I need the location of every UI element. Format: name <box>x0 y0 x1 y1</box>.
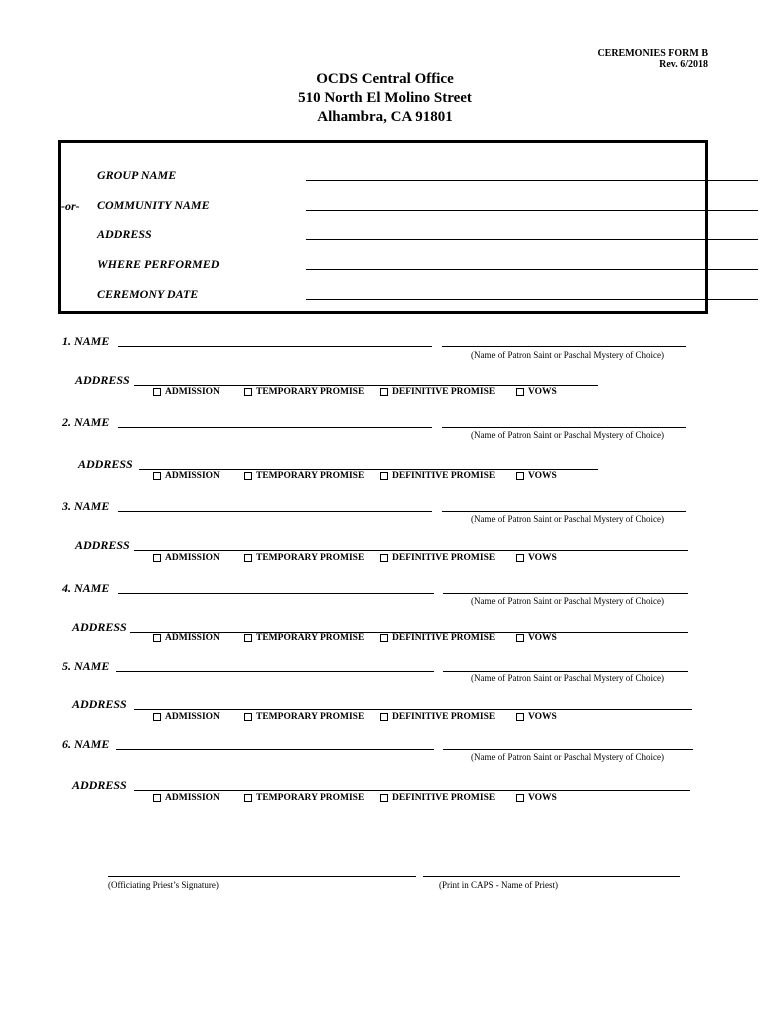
entry-address-label: ADDRESS <box>75 538 130 552</box>
or-label: -or- <box>61 199 80 213</box>
option-temporary-promise[interactable] <box>244 553 364 563</box>
checkbox-icon <box>516 388 524 396</box>
option-label: VOWS <box>528 553 557 563</box>
checkbox-icon <box>380 713 388 721</box>
option-definitive-promise[interactable] <box>380 633 495 643</box>
where-performed-field[interactable] <box>306 269 758 270</box>
checkbox-icon <box>153 472 161 480</box>
patron-saint-field[interactable] <box>442 427 686 428</box>
community-name-field[interactable] <box>306 210 758 211</box>
option-admission[interactable] <box>153 471 220 481</box>
option-label: VOWS <box>528 471 557 481</box>
checkbox-icon <box>244 388 252 396</box>
option-definitive-promise[interactable] <box>380 471 495 481</box>
checkbox-icon <box>516 472 524 480</box>
option-vows[interactable] <box>516 471 557 481</box>
priest-signature-field[interactable] <box>108 876 416 877</box>
entry-name-field[interactable] <box>116 749 434 750</box>
option-label: ADMISSION <box>165 471 220 481</box>
option-label: TEMPORARY PROMISE <box>256 387 365 397</box>
option-label: VOWS <box>528 793 557 803</box>
entry-name-label: 5. NAME <box>62 659 110 673</box>
entry-address-label: ADDRESS <box>75 373 130 387</box>
option-label: DEFINITIVE PROMISE <box>392 387 496 397</box>
option-label: ADMISSION <box>165 387 220 397</box>
patron-saint-field[interactable] <box>443 593 688 594</box>
patron-saint-field[interactable] <box>442 346 686 347</box>
option-vows[interactable] <box>516 633 557 643</box>
group-address-label: ADDRESS <box>97 227 152 241</box>
form-code: CEREMONIES FORM B <box>597 48 708 59</box>
patron-caption: (Name of Patron Saint or Paschal Mystery of Choice) <box>471 673 664 683</box>
entry-address-label: ADDRESS <box>72 697 127 711</box>
priest-name-caption: (Print in CAPS - Name of Priest) <box>439 880 558 890</box>
checkbox-icon <box>516 794 524 802</box>
patron-caption: (Name of Patron Saint or Paschal Mystery of Choice) <box>471 514 664 524</box>
option-temporary-promise[interactable] <box>244 471 364 481</box>
option-definitive-promise[interactable] <box>380 793 495 803</box>
entry-name-field[interactable] <box>116 671 434 672</box>
option-label: TEMPORARY PROMISE <box>256 633 365 643</box>
checkbox-icon <box>153 713 161 721</box>
entry-address-field[interactable] <box>134 709 692 710</box>
option-temporary-promise[interactable] <box>244 387 364 397</box>
checkbox-icon <box>244 472 252 480</box>
option-vows[interactable] <box>516 387 557 397</box>
group-name-label: GROUP NAME <box>97 168 177 182</box>
priest-name-field[interactable] <box>423 876 680 877</box>
option-vows[interactable] <box>516 553 557 563</box>
option-admission[interactable] <box>153 633 220 643</box>
option-label: VOWS <box>528 712 557 722</box>
option-label: DEFINITIVE PROMISE <box>392 712 496 722</box>
entry-address-label: ADDRESS <box>72 620 127 634</box>
checkbox-icon <box>516 634 524 642</box>
option-admission[interactable] <box>153 387 220 397</box>
option-definitive-promise[interactable] <box>380 553 495 563</box>
org-name: OCDS Central Office <box>316 71 454 87</box>
option-label: VOWS <box>528 633 557 643</box>
entry-address-field[interactable] <box>134 790 690 791</box>
option-label: TEMPORARY PROMISE <box>256 553 365 563</box>
option-label: DEFINITIVE PROMISE <box>392 633 496 643</box>
group-name-field[interactable] <box>306 180 758 181</box>
option-definitive-promise[interactable] <box>380 712 495 722</box>
checkbox-icon <box>380 472 388 480</box>
option-vows[interactable] <box>516 712 557 722</box>
checkbox-icon <box>516 554 524 562</box>
entry-address-label: ADDRESS <box>78 457 133 471</box>
entry-name-field[interactable] <box>118 511 432 512</box>
entry-name-field[interactable] <box>118 593 434 594</box>
ceremony-date-label: CEREMONY DATE <box>97 287 199 301</box>
patron-caption: (Name of Patron Saint or Paschal Mystery of Choice) <box>471 752 664 762</box>
checkbox-icon <box>380 794 388 802</box>
option-label: TEMPORARY PROMISE <box>256 471 365 481</box>
checkbox-icon <box>244 713 252 721</box>
priest-signature-caption: (Officiating Priest’s Signature) <box>108 880 219 890</box>
checkbox-icon <box>516 713 524 721</box>
checkbox-icon <box>153 634 161 642</box>
patron-saint-field[interactable] <box>443 749 693 750</box>
patron-caption: (Name of Patron Saint or Paschal Mystery of Choice) <box>471 430 664 440</box>
entry-name-label: 4. NAME <box>62 581 110 595</box>
entry-address-field[interactable] <box>134 550 688 551</box>
checkbox-icon <box>380 388 388 396</box>
entry-name-label: 3. NAME <box>62 499 110 513</box>
entry-address-field[interactable] <box>134 385 598 386</box>
option-label: ADMISSION <box>165 633 220 643</box>
option-label: DEFINITIVE PROMISE <box>392 793 496 803</box>
option-label: ADMISSION <box>165 553 220 563</box>
form-identifier <box>597 48 708 70</box>
patron-caption: (Name of Patron Saint or Paschal Mystery of Choice) <box>471 596 664 606</box>
option-label: DEFINITIVE PROMISE <box>392 471 496 481</box>
checkbox-icon <box>244 554 252 562</box>
option-vows[interactable] <box>516 793 557 803</box>
entry-name-field[interactable] <box>118 346 432 347</box>
entry-name-label: 1. NAME <box>62 334 110 348</box>
entry-name-field[interactable] <box>118 427 432 428</box>
checkbox-icon <box>153 554 161 562</box>
option-label: ADMISSION <box>165 793 220 803</box>
checkbox-icon <box>153 794 161 802</box>
patron-saint-field[interactable] <box>443 671 688 672</box>
checkbox-icon <box>153 388 161 396</box>
option-label: TEMPORARY PROMISE <box>256 793 365 803</box>
entry-address-label: ADDRESS <box>72 778 127 792</box>
option-admission[interactable] <box>153 553 220 563</box>
checkbox-icon <box>244 634 252 642</box>
org-city: Alhambra, CA 91801 <box>317 109 453 125</box>
org-address-block <box>0 70 770 127</box>
option-admission[interactable] <box>153 793 220 803</box>
option-temporary-promise[interactable] <box>244 793 364 803</box>
option-temporary-promise[interactable] <box>244 712 364 722</box>
option-label: ADMISSION <box>165 712 220 722</box>
checkbox-icon <box>380 554 388 562</box>
option-admission[interactable] <box>153 712 220 722</box>
entry-name-label: 2. NAME <box>62 415 110 429</box>
option-label: TEMPORARY PROMISE <box>256 712 365 722</box>
option-definitive-promise[interactable] <box>380 387 495 397</box>
community-name-label: COMMUNITY NAME <box>97 198 210 212</box>
ceremony-date-field[interactable] <box>306 299 758 300</box>
entry-name-label: 6. NAME <box>62 737 110 751</box>
option-label: DEFINITIVE PROMISE <box>392 553 496 563</box>
org-street: 510 North El Molino Street <box>298 90 472 106</box>
patron-saint-field[interactable] <box>442 511 686 512</box>
option-label: VOWS <box>528 387 557 397</box>
checkbox-icon <box>244 794 252 802</box>
where-performed-label: WHERE PERFORMED <box>97 257 220 271</box>
form-revision: Rev. 6/2018 <box>659 59 708 70</box>
patron-caption: (Name of Patron Saint or Paschal Mystery of Choice) <box>471 350 664 360</box>
entry-address-field[interactable] <box>139 469 598 470</box>
checkbox-icon <box>380 634 388 642</box>
group-address-field[interactable] <box>306 239 758 240</box>
group-info-box <box>58 140 708 314</box>
option-temporary-promise[interactable] <box>244 633 364 643</box>
